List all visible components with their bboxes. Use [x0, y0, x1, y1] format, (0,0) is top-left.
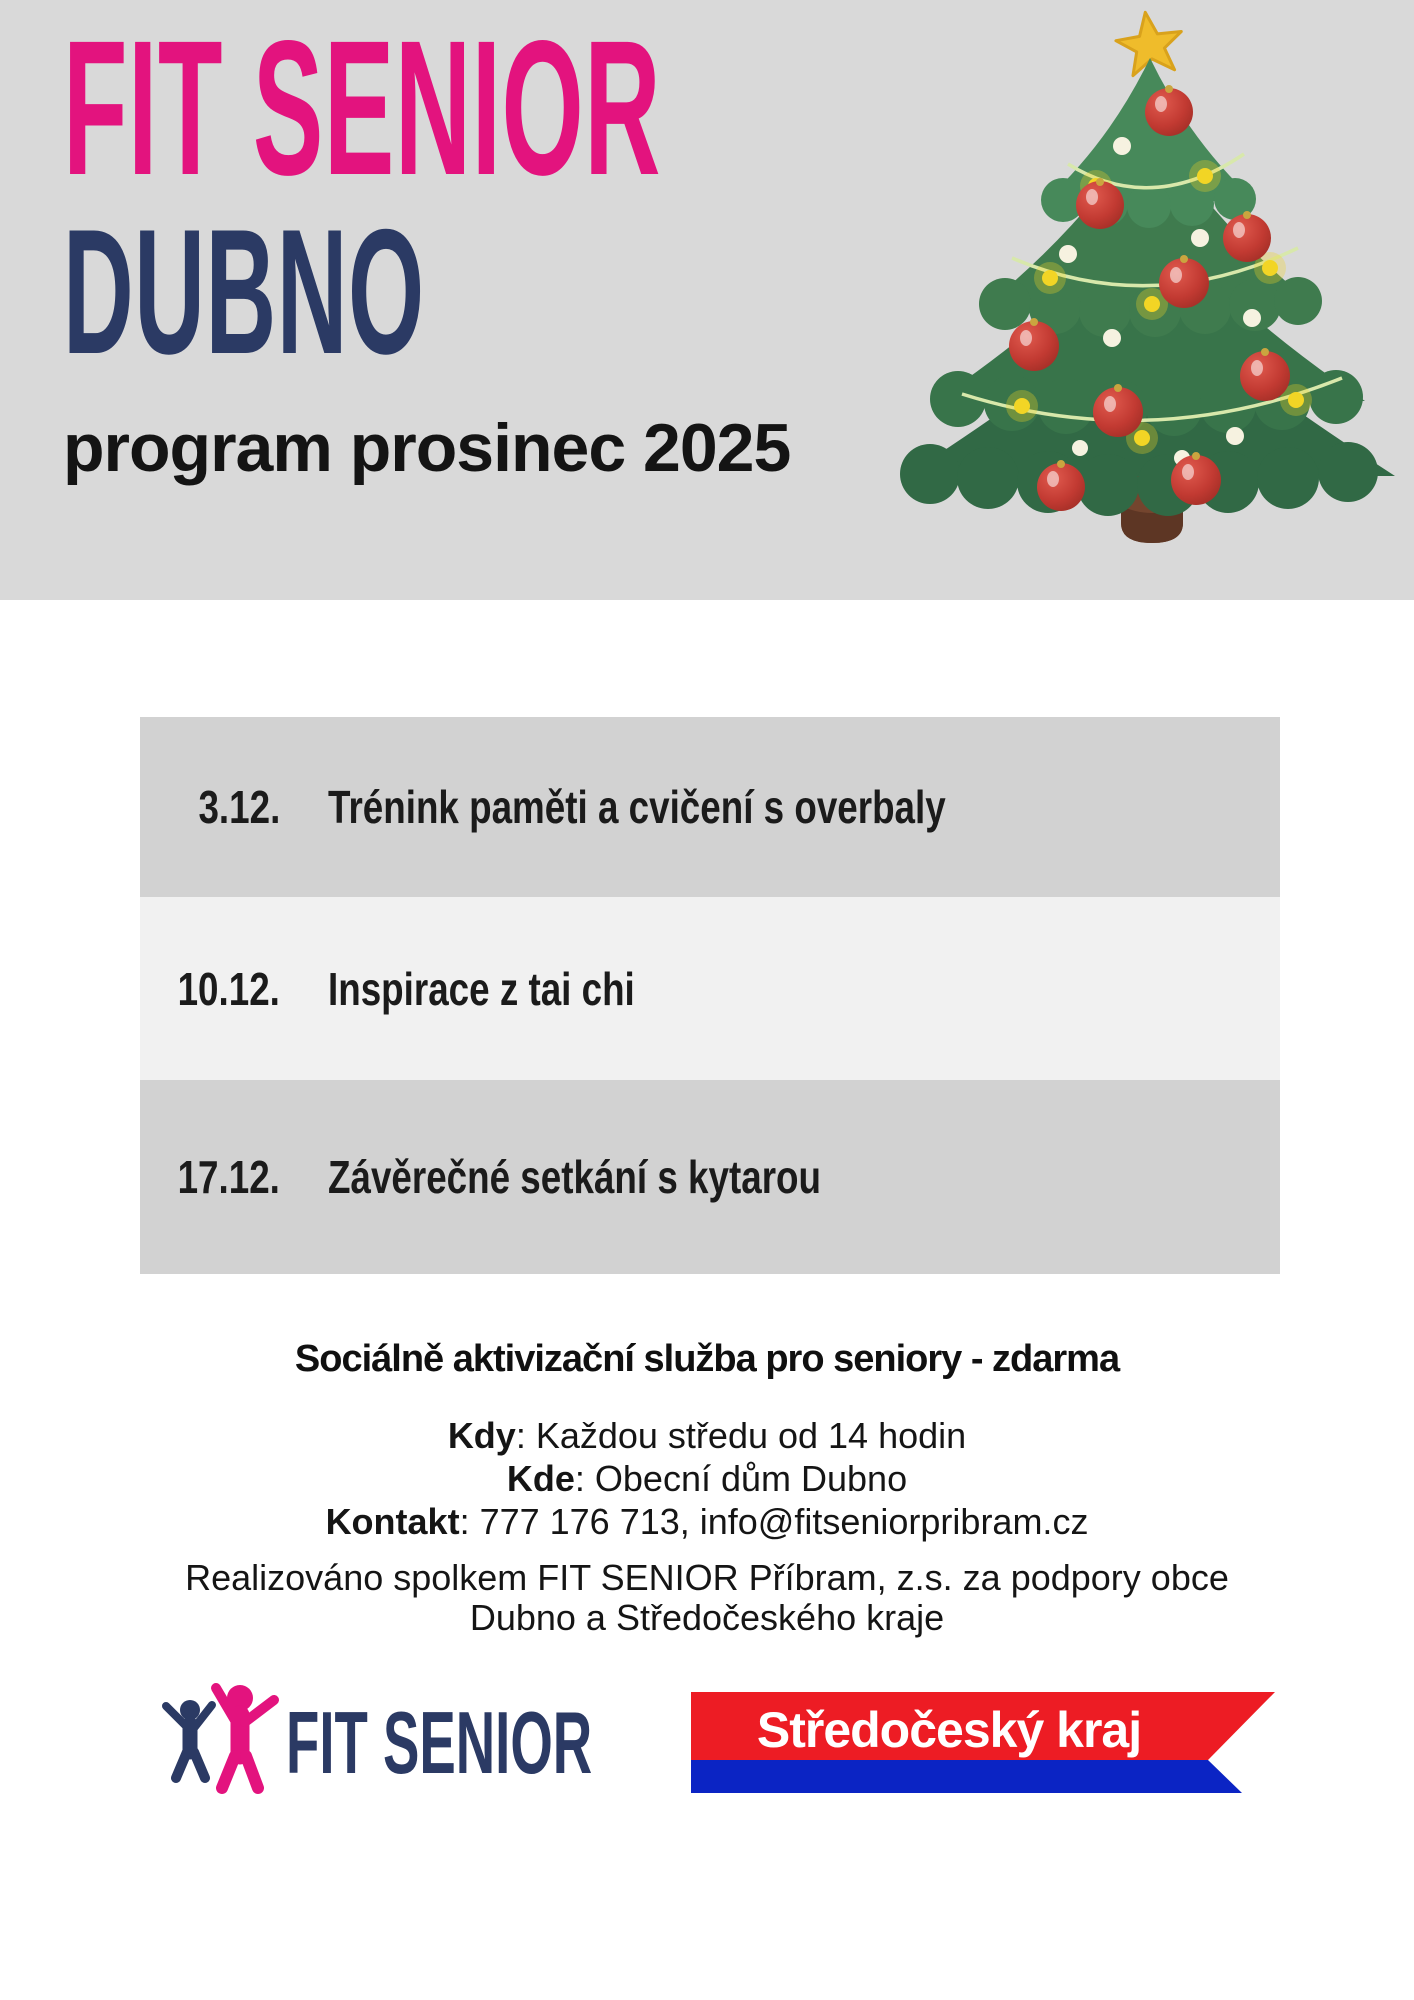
service-headline: Sociálně aktivizační služba pro seniory - zdarma [294, 1338, 1120, 1380]
realization-note [0, 1558, 1414, 1638]
schedule-row [140, 897, 1280, 1080]
schedule-activity: Závěrečné setkání s kytarou [328, 1151, 821, 1203]
info-lines [0, 1414, 1414, 1543]
stredocesky-kraj-logo [691, 1692, 1277, 1804]
schedule-activity: Trénink paměti a cvičení s overbaly [328, 781, 946, 833]
page-title-dubno [63, 192, 721, 391]
info-line-kdy: Kdy: Každou středu od 14 hodin [447, 1415, 967, 1456]
schedule-row [140, 717, 1280, 897]
schedule-date: 10.12. [177, 962, 280, 1015]
kraj-blue-ribbon [691, 1760, 1242, 1793]
program-schedule [140, 717, 1280, 1274]
fit-senior-logo-figures-icon [152, 1680, 287, 1795]
fit-senior-logo-wordmark: FIT SENIOR [286, 1693, 593, 1792]
schedule-row [140, 1080, 1280, 1274]
info-line-kontakt: Kontakt: 777 176 713, info@fitseniorpribram.cz [325, 1501, 1089, 1542]
schedule-date: 17.12. [177, 1151, 280, 1203]
kraj-logo-text: Středočeský kraj [756, 1702, 1142, 1758]
info-line-kde: Kde: Obecní dům Dubno [506, 1458, 908, 1499]
realization-note-line1: Realizováno spolkem FIT SENIOR Příbram, z.s. za podpory obce [185, 1557, 1229, 1598]
page-title-fit-senior-text: FIT SENIOR [63, 0, 662, 215]
schedule-date: 3.12. [198, 781, 280, 833]
realization-note-line2: Dubno a Středočeského kraje [469, 1597, 945, 1638]
header-banner [0, 0, 1414, 600]
schedule-activity: Inspirace z tai chi [328, 962, 635, 1015]
page-subtitle: program prosinec 2025 [63, 410, 791, 486]
page-title-dubno-text: DUBNO [63, 192, 425, 391]
christmas-tree-icon [900, 6, 1400, 551]
